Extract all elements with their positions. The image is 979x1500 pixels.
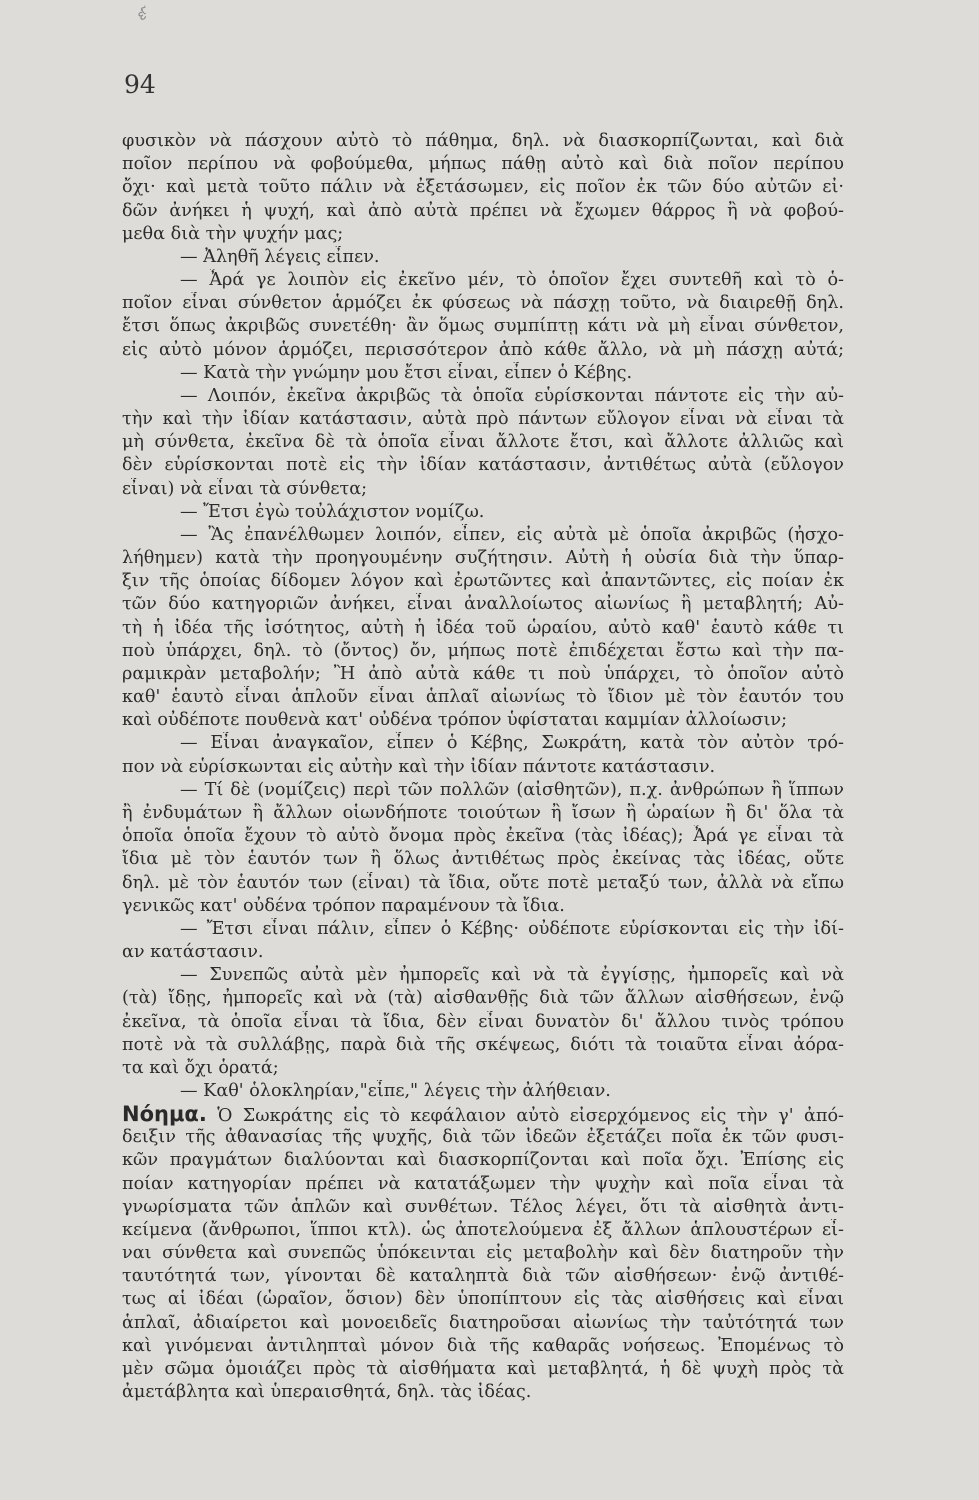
text-line: ἐκεῖνα, τὰ ὁποῖα εἶναι τὰ ἴδια, δὲν εἶναι δυνατὸν δι' ἄλλου τινὸς τρόπου	[122, 1011, 844, 1032]
text-line: ναι σύνθετα καὶ συνεπῶς ὑπόκεινται εἰς μεταβολὴν καὶ δὲν διατηροῦν τὴν	[122, 1243, 844, 1264]
page-number: 94	[124, 70, 156, 99]
text-line: ποίαν κατηγορίαν πρέπει νὰ κατατάξωμεν τὴν ψυχὴν καὶ ποῖα εἶναι τὰ	[122, 1173, 844, 1194]
text-line: — Ἀληθῆ λέγεις εἶπεν.	[180, 246, 380, 267]
text-line: — Τί δὲ (νομίζεις) περὶ τῶν πολλῶν (αἰσθητῶν), π.χ. ἀνθρώπων ἢ ἵππων	[180, 779, 844, 800]
text-line: ποτὲ νὰ τὰ συλλάβῃς, παρὰ διὰ τῆς σκέψεως, διότι τὰ τοιαῦτα εἶναι ἀόρα-	[122, 1034, 844, 1055]
text-line: μὲν σῶμα ὁμοιάζει πρὸς τὰ αἰσθήματα καὶ μεταβλητά, ἡ δὲ ψυχὴ πρὸς τὰ	[122, 1358, 844, 1379]
text-line: τὴν καὶ τὴν ἰδίαν κατάστασιν, αὐτὰ πρὸ πάντων εὔλογον εἶναι νὰ εἶναι τὰ	[122, 409, 844, 430]
text-line: — Ἆρά γε λοιπὸν εἰς ἐκεῖνο μέν, τὸ ὁποῖον ἔχει συντεθῆ καὶ τὸ ὁ-	[180, 270, 844, 291]
text-line: ἔτσι ὅπως ἀκριβῶς συνετέθη· ἂν ὅμως συμπίπτῃ κάτι νὰ μὴ εἶναι σύνθετον,	[122, 316, 844, 337]
text-line: κείμενα (ἄνθρωποι, ἵπποι κτλ). ὡς ἀποτελούμενα ἐξ ἄλλων ἁπλουστέρων εἶ-	[122, 1219, 844, 1240]
text-line: (τὰ) ἴδῃς, ἠμπορεῖς καὶ νὰ (τὰ) αἰσθανθῇς διὰ τῶν ἄλλων αἰσθήσεων, ἐνῷ	[122, 988, 844, 1009]
text-line: ἴδια μὲ τὸν ἑαυτόν των ἢ ὅλως ἀντιθέτως πρὸς ἐκείνας τὰς ἰδέας, οὔτε	[122, 849, 844, 870]
text-line: ὄχι· καὶ μετὰ τοῦτο πάλιν νὰ ἐξετάσωμεν, εἰς ποῖον ἐκ τῶν δύο αὐτῶν εἰ·	[122, 177, 844, 198]
text-line: δὲν εὑρίσκονται ποτὲ εἰς τὴν ἰδίαν κατάστασιν, ἀντιθέτως αὐτὰ (εὔλογον	[122, 455, 844, 476]
text-line: — Συνεπῶς αὐτὰ μὲν ἠμπορεῖς καὶ νὰ τὰ ἐγγίσῃς, ἠμπορεῖς καὶ νὰ	[180, 965, 844, 986]
text-line: γνωρίσματα τῶν ἁπλῶν καὶ συνθέτων. Τέλος λέγει, ὅτι τὰ αἰσθητὰ ἀντι-	[122, 1196, 844, 1217]
text-line: φυσικὸν νὰ πάσχουν αὐτὸ τὸ πάθημα, δηλ. νὰ διασκορπίζωνται, καὶ διὰ	[122, 131, 844, 151]
text-line: τως αἱ ἰδέαι (ὡραῖον, ὅσιον) δὲν ὑποπίπτουν εἰς τὰς αἰσθήσεις καὶ εἶναι	[122, 1289, 844, 1310]
text-line: καθ' ἑαυτὸ εἶναι ἁπλοῦν εἶναι ἁπλαῖ αἰωνίως τὸ ἴδιον μὲ τὸν ἑαυτόν του	[122, 687, 844, 708]
text-line: ξιν τῆς ὁποίας δίδομεν λόγον καὶ ἐρωτῶντες καὶ ἀπαντῶντες, εἰς ποίαν ἐκ	[122, 571, 844, 592]
text-line: — Εἶναι ἀναγκαῖον, εἶπεν ὁ Κέβης, Σωκράτη, κατὰ τὸν αὐτὸν τρό-	[180, 733, 844, 754]
text-line: ποῖον εἶναι σύνθετον ἁρμόζει ἐκ φύσεως νὰ πάσχῃ τοῦτο, νὰ διαιρεθῇ δηλ.	[122, 293, 844, 314]
text-line: ραμικρὰν μεταβολήν; Ἢ ἀπὸ αὐτὰ κάθε τι ποὺ ὑπάρχει, τὸ ὁποῖον αὐτὸ	[122, 663, 844, 684]
text-line: τῶν δύο κατηγοριῶν ἀνήκει, εἶναι ἀναλλοίωτος αἰωνίως ἢ μεταβλητή; Αὐ-	[122, 594, 844, 615]
text-line: εἶναι) νὰ εἶναι τὰ σύνθετα;	[122, 478, 368, 499]
text-line: — Ἔτσι εἶναι πάλιν, εἶπεν ὁ Κέβης· οὐδέποτε εὑρίσκονται εἰς τὴν ἰδί-	[180, 918, 844, 939]
text-line: μὴ σύνθετα, ἐκεῖνα δὲ τὰ ὁποῖα εἶναι ἄλλοτε ἔτσι, καὶ ἄλλοτε ἀλλιῶς καὶ	[122, 432, 844, 453]
text-line: — Ἔτσι ἐγὼ τοὐλάχιστον νομίζω.	[180, 501, 485, 522]
text-line: ἁπλαῖ, ἀδιαίρετοι καὶ μονοειδεῖς διατηροῦσαι αἰωνίως τὴν ταὐτότητά των	[122, 1312, 844, 1333]
text-line: γενικῶς κατ' οὐδένα τρόπον παραμένουν τὰ ἴδια.	[122, 895, 565, 916]
text-line: — Κατὰ τὴν γνώμην μου ἔτσι εἶναι, εἶπεν ὁ Κέβης.	[180, 362, 633, 383]
summary-label: Νόημα.	[122, 1103, 207, 1126]
summary-first-line: Ὁ Σωκράτης εἰς τὸ κεφάλαιον αὐτὸ εἰσερχόμενος εἰς τὴν γ' ἀπό-	[217, 1106, 844, 1126]
text-line: αν κατάστασιν.	[122, 942, 264, 963]
text-line	[122, 1103, 844, 1126]
text-line: — Λοιπόν, ἐκεῖνα ἀκριβῶς τὰ ὁποῖα εὑρίσκονται πάντοτε εἰς τὴν αὐ-	[180, 385, 844, 406]
text-line: ἢ ἐνδυμάτων ἢ ἄλλων οἱωνδήποτε τοιούτων ἢ ἴσων ἢ ὡραίων ἢ δι' ὅλα τὰ	[122, 802, 844, 823]
text-line: καὶ οὐδέποτε πουθενὰ κατ' οὐδένα τρόπον ὑφίσταται καμμίαν ἀλλοίωσιν;	[122, 710, 788, 731]
text-line: κῶν πραγμάτων διαλύονται καὶ διασκορπίζονται καὶ ποῖα ὄχι. Ἐπίσης εἰς	[122, 1150, 844, 1171]
text-line: πον νὰ εὑρίσκωνται εἰς αὐτὴν καὶ τὴν ἰδίαν πάντοτε κατάστασιν.	[122, 756, 716, 777]
text-line: — Ἂς ἐπανέλθωμεν λοιπόν, εἶπεν, εἰς αὐτὰ μὲ ὁποῖα ἀκριβῶς (ἠσχο-	[180, 524, 844, 545]
text-line: ποῖον περίπου νὰ φοβούμεθα, μήπως πάθῃ αὐτὸ καὶ διὰ ποῖον περίπου	[122, 154, 844, 175]
main-text	[122, 130, 844, 1103]
text-line: ταυτότητά των, γίνονται δὲ καταληπτὰ διὰ τῶν αἰσθήσεων· ἐνῷ ἀντιθέ-	[122, 1266, 844, 1287]
text-line: τα καὶ ὄχι ὁρατά;	[122, 1057, 279, 1078]
pencil-mark: ε̃ͭ	[133, 5, 150, 25]
summary-section	[122, 1103, 844, 1404]
text-line: δειξιν τῆς ἀθανασίας τῆς ψυχῆς, διὰ τῶν ἰδεῶν ἐξετάζει ποῖα ἐκ τῶν φυσι-	[122, 1127, 844, 1148]
text-line: εἰς αὐτὸ μόνον ἁρμόζει, περισσότερον ἀπὸ κάθε ἄλλο, νὰ μὴ πάσχῃ αὐτά;	[122, 339, 844, 360]
text-line: — Καθ' ὁλοκληρίαν,"εἶπε," λέγεις τὴν ἀλήθειαν.	[180, 1081, 611, 1102]
text-line: τὴ ἡ ἰδέα τῆς ἰσότητος, αὐτὴ ἡ ἰδέα τοῦ ὡραίου, αὐτὸ καθ' ἑαυτὸ κάθε τι	[122, 617, 844, 638]
text-line: ὁποῖα ὁποῖα ἔχουν τὸ αὐτὸ ὄνομα πρὸς ἐκεῖνα (τὰς ἰδέας); Ἆρά γε εἶναι τὰ	[122, 826, 844, 847]
text-line: καὶ γινόμεναι ἀντιληπταὶ μόνον διὰ τῆς καθαρᾶς νοήσεως. Ἐπομένως τὸ	[122, 1335, 844, 1356]
text-line: δῶν ἀνήκει ἡ ψυχή, καὶ ἀπὸ αὐτὰ πρέπει νὰ ἔχωμεν θάρρος ἢ νὰ φοβού-	[122, 200, 844, 221]
text-line: λήθημεν) κατὰ τὴν προηγουμένην συζήτησιν. Αὐτὴ ἡ οὐσία διὰ τὴν ὕπαρ-	[122, 548, 844, 569]
text-line: ἀμετάβλητα καὶ ὑπεραισθητά, δηλ. τὰς ἰδέας.	[122, 1382, 532, 1403]
text-line: δηλ. μὲ τὸν ἑαυτόν των (εἶναι) τὰ ἴδια, οὔτε ποτὲ μεταξύ των, ἀλλὰ νὰ εἴπω	[122, 872, 844, 893]
text-line: μεθα διὰ τὴν ψυχήν μας;	[122, 223, 344, 244]
text-line: ποὺ ὑπάρχει, δηλ. τὸ (ὄντος) ὄν, μήπως ποτὲ ἐπιδέχεται ἔστω καὶ τὴν πα-	[122, 640, 844, 661]
